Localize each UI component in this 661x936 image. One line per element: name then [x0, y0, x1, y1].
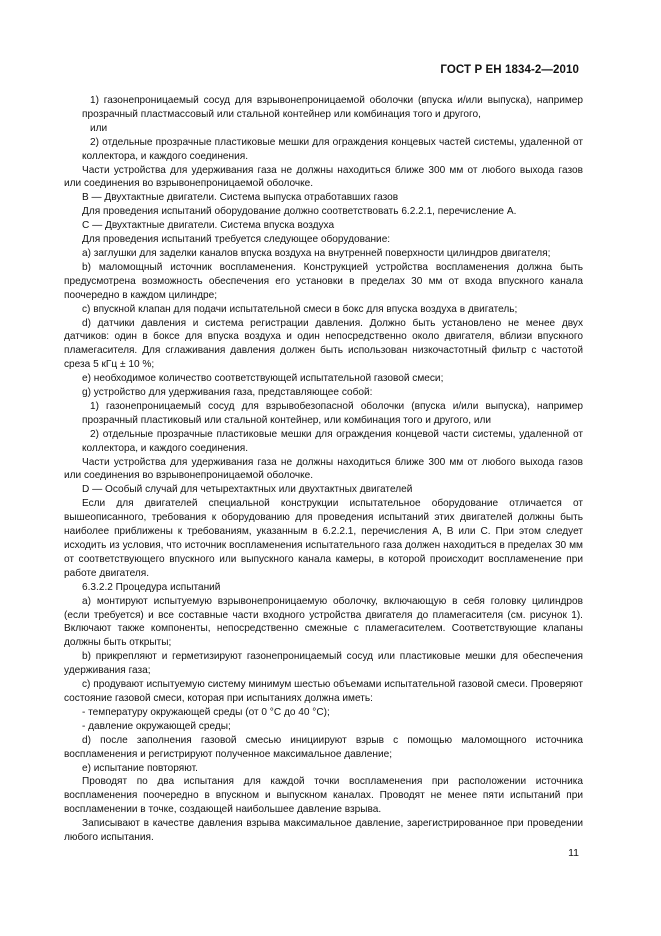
paragraph: Если для двигателей специальной конструкции испытательное оборудование отличается от вышеописанного, требования к оборудованию для проведения испытаний этих двигателей должны быть наиболее приближены к требованиям, указанным в 6.2.2.1, перечисления А, В или С. При этом следует исходить из условия, что источник воспламенения испытательного газа должен находиться в пределах 30 мм от соответствующего впускного или выпускного канала камеры, в которой происходит воспламенение при работе двигателя. — [64, 498, 583, 579]
list-item: 1) газонепроницаемый сосуд для взрывобезопасной оболочки (впуска и/или выпуска), например прозрачный пластиковый или стальной контейнер, или комбинация того и другого, или — [82, 400, 583, 426]
list-item: - температуру окружающей среды (от 0 °С до 40 °С); — [82, 706, 330, 718]
paragraph: Части устройства для удерживания газа не должны находиться ближе 300 мм от любого выхода газов или соединения во взрывонепроницаемой оболочке. — [64, 456, 583, 482]
list-item: - давление окружающей среды; — [82, 720, 231, 732]
document-body — [64, 94, 583, 845]
paragraph: Записывают в качестве давления взрыва максимальное давление, зарегистрированное при проведении любого испытания. — [64, 818, 583, 844]
paragraph: Для проведения испытаний требуется следующее оборудование: — [82, 234, 391, 246]
list-item: c) продувают испытуемую систему минимум шестью объемами испытательной газовой смеси. Проверяют состояние газовой смеси, которая при испытаниях должна иметь: — [64, 679, 583, 704]
list-item: а) заглушки для заделки каналов впуска воздуха на внутренней поверхности цилиндров двигателя; — [82, 247, 551, 259]
paragraph: Проводят по два испытания для каждой точки воспламенения при расположении источника воспламенения поочередно в впускном и выпускном каналах. Проводят не менее пяти испытаний при воспламенении в точке, создающей наибольшее давление взрыва. — [64, 776, 583, 816]
list-item: e) необходимое количество соответствующей испытательной газовой смеси; — [82, 373, 444, 385]
list-item: e) испытание повторяют. — [82, 762, 198, 774]
paragraph: или — [90, 122, 108, 134]
paragraph: 1) газонепроницаемый сосуд для взрывонепроницаемой оболочки (впуска и/или выпуска), например прозрачный пластмассовый или стальной контейнер или комбинация того и другого, — [82, 95, 583, 120]
paragraph: Для проведения испытаний оборудование должно соответствовать 6.2.2.1, перечисление А. — [82, 206, 517, 218]
section-heading: В — Двухтактные двигатели. Система выпуска отработавших газов — [82, 192, 399, 204]
list-item: а) монтируют испытуемую взрывонепроницаемую оболочку, включающую в себя головку цилиндров (если требуется) и все составные части входного устройства двигателя до пламегасителя (см. рисунок 1). Включают также компоненты, непосредственно смежные с пламегасителем. Соответствующие клапаны должны быть открыты; — [64, 595, 583, 649]
list-item: c) впускной клапан для подачи испытательной смеси в бокс для впуска воздуха в двигатель; — [82, 303, 518, 315]
list-item: g) устройство для удерживания газа, представляющее собой: — [82, 387, 373, 399]
paragraph: 2) отдельные прозрачные пластиковые мешки для ограждения концевых частей системы, удаленной от коллектора, и каждого соединения. — [82, 136, 583, 162]
list-item: b) прикрепляют и герметизируют газонепроницаемый сосуд или пластиковые мешки для обеспечения удерживания газа; — [64, 651, 583, 677]
section-heading: D — Особый случай для четырехтактных или двухтактных двигателей — [82, 484, 413, 496]
list-item: 2) отдельные прозрачные пластиковые мешки для ограждения концевой части системы, удаленной от коллектора, и каждого соединения. — [82, 428, 583, 454]
list-item: d) датчики давления и система регистрации давления. Должно быть установлено не менее двух датчиков: один в боксе для впуска воздуха и один непосредственно около двигателя, вблизи впускного пламегасителя. Для сглаживания давления должен быть использован низкочастотный фильтр с частотой среза 5 кГц ± 10 %; — [64, 317, 583, 371]
section-heading: 6.3.2.2 Процедура испытаний — [82, 581, 221, 593]
document-code-header: ГОСТ Р ЕН 1834-2—2010 — [440, 64, 579, 76]
section-heading: С — Двухтактные двигатели. Система впуска воздуха — [82, 220, 335, 232]
page-number: 11 — [568, 847, 579, 859]
list-item: d) после заполнения газовой смесью инициируют взрыв с помощью маломощного источника воспламенения и регистрируют полученное максимальное давление; — [64, 734, 583, 760]
paragraph: Части устройства для удерживания газа не должны находиться ближе 300 мм от любого выхода газов или соединения во взрывонепроницаемой оболочке. — [64, 164, 583, 190]
list-item: b) маломощный источник воспламенения. Конструкцией устройства воспламенения должна быть предусмотрена возможность обеспечения его установки в пределах 30 мм от входа впускного канала поочередно в каждом цилиндре; — [64, 261, 583, 301]
